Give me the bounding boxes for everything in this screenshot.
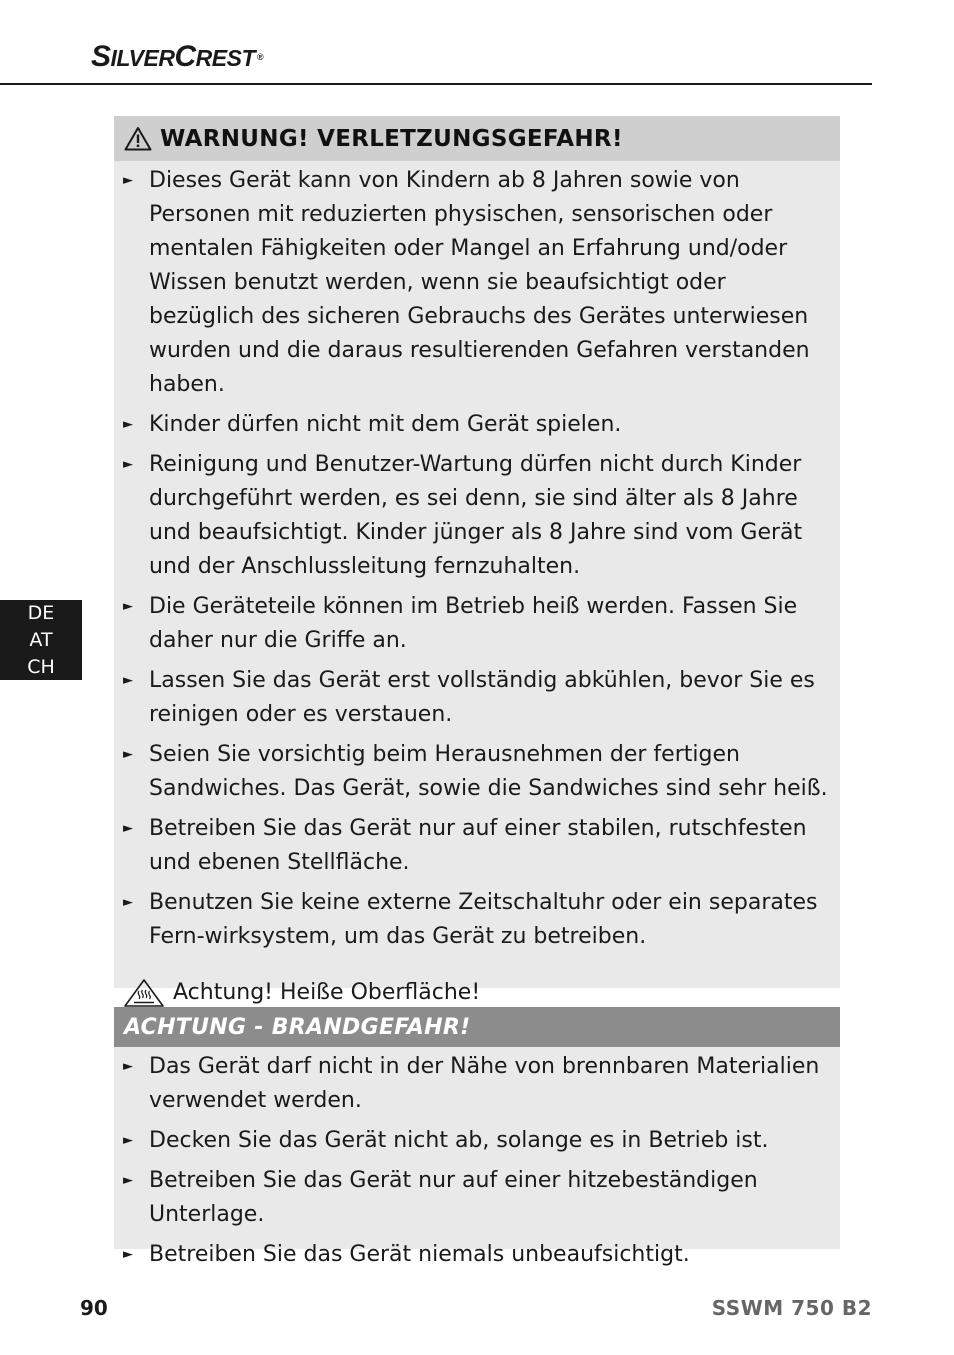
list-item-text: Decken Sie das Gerät nicht ab, solange es in Betrieb ist. (149, 1128, 769, 1153)
bullet-arrow-icon: ► (123, 1173, 133, 1188)
fire-hazard-list (114, 1047, 840, 1272)
list-item-text: Benutzen Sie keine externe Zeitschaltuhr oder ein separates Fern-wirksystem, um das Gerät zu betreiben. (149, 890, 818, 949)
bullet-arrow-icon: ► (123, 599, 133, 614)
warning-box (114, 116, 840, 1005)
bullet-arrow-icon: ► (123, 821, 133, 836)
list-item (114, 812, 840, 880)
list-item-text: Betreiben Sie das Gerät nur auf einer stabilen, rutschfesten und ebenen Stellfläche. (149, 816, 807, 875)
hot-surface-note (114, 976, 840, 1010)
language-at: AT (29, 628, 53, 651)
list-item-text: Betreiben Sie das Gerät nur auf einer hitzebeständigen Unterlage. (149, 1168, 758, 1227)
bullet-arrow-icon: ► (123, 417, 133, 432)
list-item (114, 1050, 840, 1118)
list-item-text: Dieses Gerät kann von Kindern ab 8 Jahren sowie von Personen mit reduzierten physischen, sensorischen oder mentalen Fähigkeiten oder Mangel an Erfahrung und/oder Wissen benutzt werden, wenn sie beaufsichtigt oder bezüglich des sicheren Gebrauchs des Gerätes unterwiesen wurden und die daraus resultierenden Gefahren verstanden haben. (149, 168, 810, 397)
list-item-text: Die Geräteteile können im Betrieb heiß werden. Fassen Sie daher nur die Griffe an. (149, 594, 798, 653)
fire-hazard-title: ACHTUNG - BRANDGEFAHR! (124, 1014, 471, 1040)
list-item-text: Betreiben Sie das Gerät niemals unbeaufsichtigt. (149, 1242, 690, 1267)
bullet-arrow-icon: ► (123, 673, 133, 688)
header-divider (0, 83, 872, 85)
list-item (114, 164, 840, 402)
list-item-text: Reinigung und Benutzer-Wartung dürfen nicht durch Kinder durchgeführt werden, es sei denn, sie sind älter als 8 Jahre und beaufsichtigt. Kinder jünger als 8 Jahre sind vom Gerät und der Anschlussleitung fernzuhalten. (149, 452, 803, 579)
fire-hazard-header (114, 1007, 840, 1047)
list-item-text: Lassen Sie das Gerät erst vollständig abkühlen, bevor Sie es reinigen oder es verstauen. (149, 668, 815, 727)
language-tab (0, 600, 82, 680)
registered-mark: ® (257, 52, 264, 62)
list-item (114, 664, 840, 732)
warning-title: WARNUNG! VERLETZUNGSGEFAHR! (160, 125, 623, 152)
hot-surface-icon (123, 978, 165, 1008)
page-number: 90 (80, 1296, 108, 1320)
list-item (114, 448, 840, 584)
bullet-arrow-icon: ► (123, 457, 133, 472)
language-de: DE (27, 601, 55, 624)
list-item (114, 1164, 840, 1232)
bullet-arrow-icon: ► (123, 895, 133, 910)
list-item (114, 1238, 840, 1272)
list-item (114, 886, 840, 954)
bullet-arrow-icon: ► (123, 173, 133, 188)
brand-logo: SILVERCREST ® (91, 40, 264, 73)
language-ch: CH (27, 655, 55, 678)
list-item-text: Das Gerät darf nicht in der Nähe von brennbaren Materialien verwendet werden. (149, 1054, 820, 1113)
list-item (114, 408, 840, 442)
list-item-text: Kinder dürfen nicht mit dem Gerät spielen. (149, 412, 622, 437)
warning-header (114, 116, 840, 161)
bullet-arrow-icon: ► (123, 1059, 133, 1074)
list-item (114, 590, 840, 658)
warning-triangle-icon (124, 126, 152, 151)
list-item-text: Seien Sie vorsichtig beim Herausnehmen der fertigen Sandwiches. Das Gerät, sowie die Sandwiches sind sehr heiß. (149, 742, 828, 801)
bullet-arrow-icon: ► (123, 747, 133, 762)
list-item (114, 738, 840, 806)
hot-surface-text: Achtung! Heiße Oberfläche! (173, 980, 481, 1005)
fire-hazard-box (114, 1007, 840, 1267)
model-number: SSWM 750 B2 (711, 1296, 872, 1320)
warning-list (114, 161, 840, 954)
list-item (114, 1124, 840, 1158)
bullet-arrow-icon: ► (123, 1247, 133, 1262)
bullet-arrow-icon: ► (123, 1133, 133, 1148)
